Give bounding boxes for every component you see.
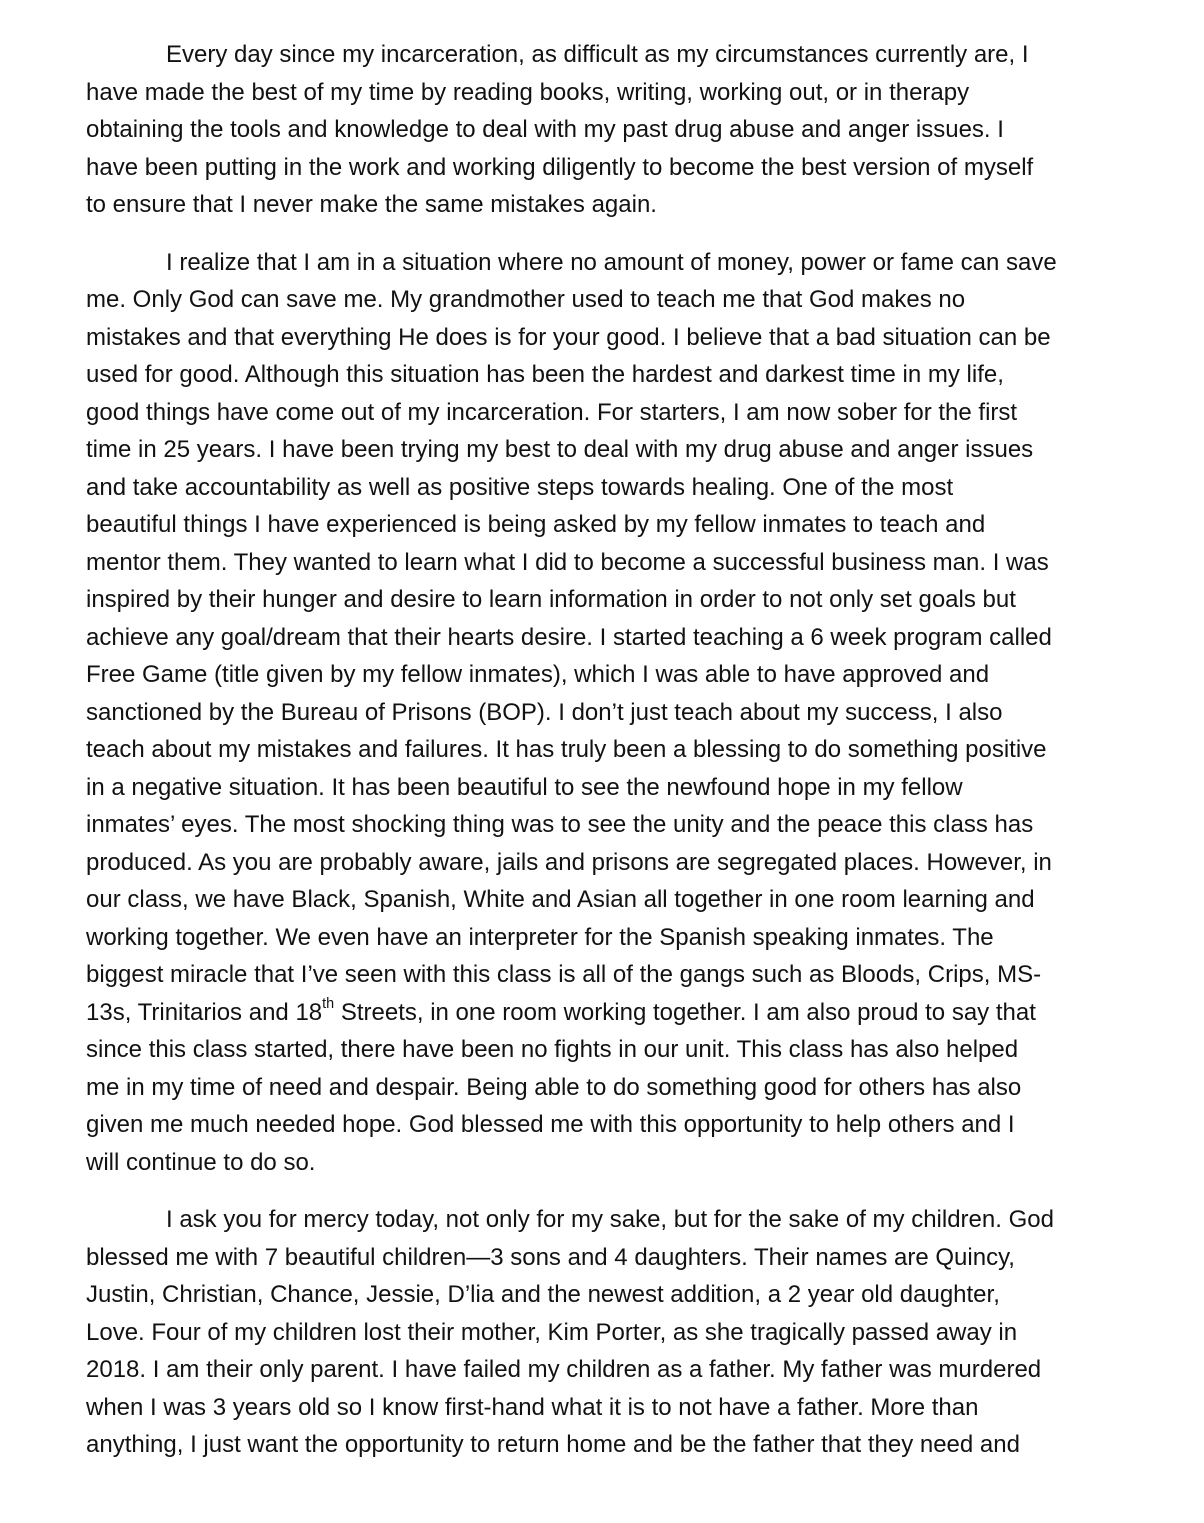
- text-line: given me much needed hope. God blessed me with this opportunity to help others and I: [86, 1111, 1015, 1138]
- text-line: I realize that I am in a situation where no amount of money, power or fame can save: [166, 248, 1057, 276]
- text-line: anything, I just want the opportunity to return home and be the father that they need and: [86, 1431, 1020, 1458]
- text-line: good things have come out of my incarceration. For starters, I am now sober for the first: [86, 398, 1018, 426]
- text-line: mentor them. They wanted to learn what I did to become a successful business man. I was: [86, 548, 1049, 576]
- text-line: used for good. Although this situation has been the hardest and darkest time in my life,: [86, 361, 1004, 388]
- text-line: me in my time of need and despair. Being able to do something good for others has also: [86, 1073, 1022, 1101]
- paragraph: [86, 1201, 1120, 1464]
- text-line: to ensure that I never make the same mistakes again.: [86, 191, 657, 218]
- text-line: 13s, Trinitarios and 18th Streets, in one room working together. I am also proud to say that: [86, 996, 1036, 1026]
- paragraph: [86, 244, 1120, 1182]
- text-line: when I was 3 years old so I know first-hand what it is to not have a father. More than: [86, 1393, 979, 1421]
- text-line: teach about my mistakes and failures. It has truly been a blessing to do something positive: [86, 736, 1047, 763]
- text-line: 2018. I am their only parent. I have failed my children as a father. My father was murdered: [86, 1356, 1042, 1383]
- text-line: Free Game (title given by my fellow inmates), which I was able to have approved and: [86, 661, 990, 688]
- text-line: will continue to do so.: [86, 1148, 316, 1176]
- text-line: and take accountability as well as positive steps towards healing. One of the most: [86, 473, 954, 501]
- text-line: produced. As you are probably aware, jails and prisons are segregated places. However, in: [86, 848, 1052, 876]
- text-line: working together. We even have an interpreter for the Spanish speaking inmates. The: [86, 923, 994, 951]
- text-line: have been putting in the work and working diligently to become the best version of myself: [86, 153, 1034, 181]
- text-line: Justin, Christian, Chance, Jessie, D’lia and the newest addition, a 2 year old daughter,: [86, 1281, 1000, 1308]
- text-line: biggest miracle that I’ve seen with this class is all of the gangs such as Bloods, Crips, MS-: [86, 961, 1042, 988]
- text-line: Love. Four of my children lost their mother, Kim Porter, as she tragically passed away in: [86, 1318, 1018, 1346]
- text-line: have made the best of my time by reading books, writing, working out, or in therapy: [86, 78, 970, 106]
- text-line: obtaining the tools and knowledge to deal with my past drug abuse and anger issues. I: [86, 116, 1004, 143]
- text-line: Every day since my incarceration, as difficult as my circumstances currently are, I: [166, 41, 1029, 68]
- text-line: time in 25 years. I have been trying my best to deal with my drug abuse and anger issues: [86, 436, 1034, 463]
- text-line: achieve any goal/dream that their hearts desire. I started teaching a 6 week program called: [86, 623, 1052, 651]
- text-line: me. Only God can save me. My grandmother used to teach me that God makes no: [86, 286, 966, 313]
- text-line: in a negative situation. It has been beautiful to see the newfound hope in my fellow: [86, 773, 963, 801]
- text-line: inmates’ eyes. The most shocking thing was to see the unity and the peace this class has: [86, 811, 1034, 838]
- paragraph: [86, 36, 1120, 224]
- text-line: mistakes and that everything He does is for your good. I believe that a bad situation can be: [86, 323, 1051, 351]
- text-line: I ask you for mercy today, not only for my sake, but for the sake of my children. God: [166, 1206, 1054, 1233]
- text-line: beautiful things I have experienced is being asked by my fellow inmates to teach and: [86, 511, 986, 538]
- text-line: blessed me with 7 beautiful children—3 sons and 4 daughters. Their names are Quincy,: [86, 1243, 1015, 1271]
- ordinal-superscript: th: [322, 996, 335, 1013]
- text-line: our class, we have Black, Spanish, White and Asian all together in one room learning and: [86, 886, 1035, 913]
- text-line: inspired by their hunger and desire to learn information in order to not only set goals but: [86, 586, 1016, 613]
- text-line: since this class started, there have been no fights in our unit. This class has also helped: [86, 1036, 1019, 1063]
- text-line: sanctioned by the Bureau of Prisons (BOP). I don’t just teach about my success, I also: [86, 698, 1003, 726]
